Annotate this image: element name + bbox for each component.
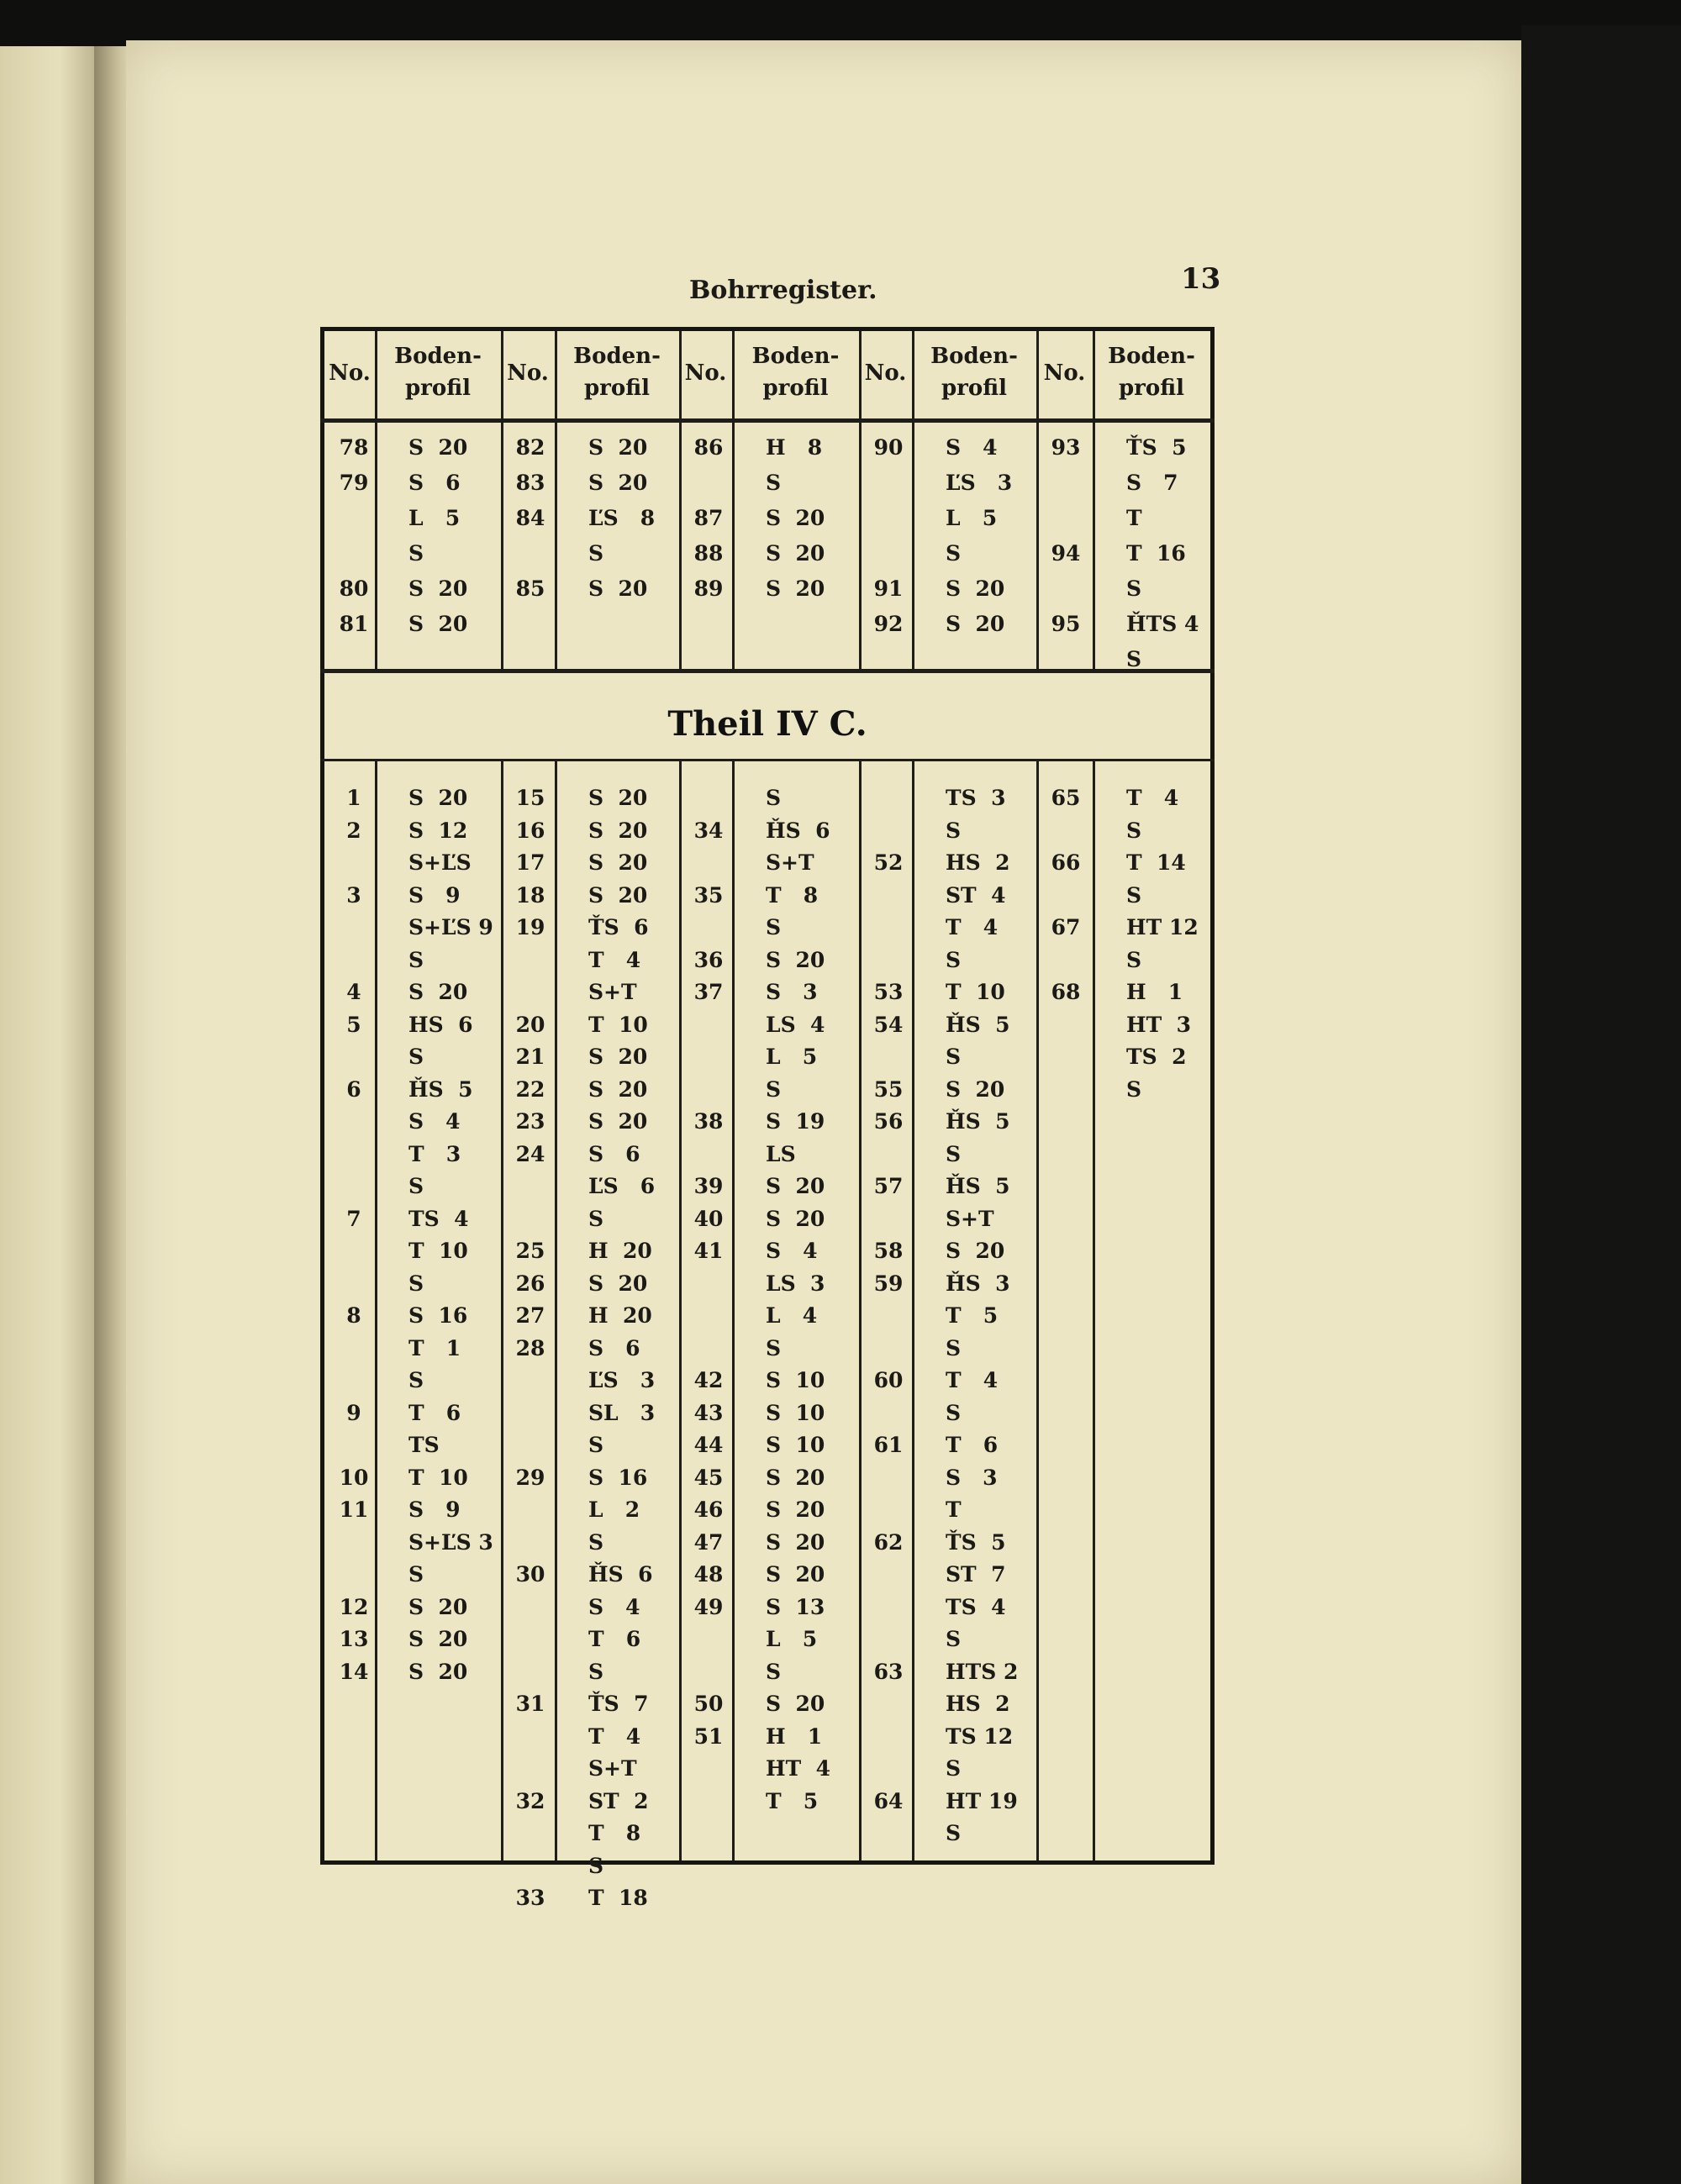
soil-profile-code: ĽS 3: [946, 471, 1013, 495]
soil-profile-code: ȞS 6: [588, 1562, 653, 1587]
row-number: 48: [693, 1562, 724, 1587]
soil-profile-code: S 20: [408, 435, 468, 460]
soil-profile-code: S: [766, 471, 782, 495]
soil-profile-code: T: [1126, 506, 1142, 530]
row-number: 55: [873, 1076, 904, 1102]
row-number: 85: [515, 576, 545, 601]
row-number: 42: [693, 1368, 724, 1392]
row-number: 56: [873, 1109, 904, 1134]
row-number: 11: [339, 1497, 369, 1522]
soil-profile-code: HS 2: [946, 1692, 1010, 1716]
soil-profile-code: S 20: [588, 576, 648, 601]
soil-profile-code: H 20: [588, 1303, 652, 1328]
row-number: 31: [515, 1692, 545, 1716]
row-number: 89: [693, 576, 724, 601]
row-number: 45: [693, 1465, 724, 1490]
soil-profile-code: ŤS 5: [946, 1529, 1006, 1555]
soil-profile-code: HT 3: [1126, 1012, 1192, 1037]
soil-profile-code: S 20: [766, 506, 825, 530]
row-number: 94: [1051, 541, 1081, 566]
soil-profile-code: S 20: [588, 818, 648, 843]
soil-profile-code: S 4: [766, 1239, 818, 1263]
row-number: 35: [693, 882, 724, 908]
soil-profile-code: S 10: [766, 1368, 825, 1392]
row-number: 2: [346, 818, 361, 843]
soil-profile-code: S 20: [408, 1659, 468, 1684]
soil-profile-code: S 20: [766, 1497, 825, 1522]
row-number: 63: [873, 1659, 904, 1684]
column-header-bodenprofil: Boden- profil: [751, 344, 840, 401]
row-number: 62: [873, 1529, 904, 1555]
soil-profile-code: S 20: [588, 1076, 648, 1102]
soil-profile-code: S 20: [588, 1045, 648, 1069]
soil-profile-code: S 20: [588, 1109, 648, 1134]
row-number: 24: [515, 1141, 545, 1166]
row-number: 88: [693, 541, 724, 566]
soil-profile-code: T 5: [766, 1788, 819, 1813]
row-number: 26: [515, 1271, 545, 1296]
soil-profile-code: S: [766, 1076, 782, 1102]
row-number: 58: [873, 1239, 904, 1263]
soil-profile-code: S: [1126, 1076, 1142, 1102]
row-number: 86: [693, 435, 724, 460]
soil-profile-code: S: [588, 1433, 604, 1457]
soil-profile-code: S 20: [766, 576, 825, 601]
soil-profile-code: T 10: [588, 1012, 648, 1037]
soil-profile-code: S 6: [588, 1335, 640, 1360]
row-number: 23: [515, 1109, 545, 1134]
soil-profile-code: H 8: [766, 435, 823, 460]
soil-profile-code: S+T: [766, 850, 814, 875]
soil-profile-code: S: [946, 1141, 962, 1166]
left-page-edge: [0, 46, 99, 2184]
soil-profile-code: ȞS 5: [408, 1076, 473, 1102]
soil-profile-code: L 5: [946, 506, 998, 530]
table-rule: [859, 760, 862, 1860]
soil-profile-code: S: [408, 1271, 424, 1296]
table-rule: [320, 759, 1215, 761]
row-number: 17: [515, 850, 545, 875]
soil-profile-code: ST 4: [946, 882, 1006, 908]
soil-profile-code: S 20: [766, 1206, 825, 1231]
soil-profile-code: L 5: [766, 1045, 818, 1069]
soil-profile-code: T 4: [588, 947, 641, 972]
section-title: Theil IV C.: [667, 704, 867, 744]
row-number: 1: [346, 786, 361, 810]
soil-profile-code: S 16: [588, 1465, 648, 1490]
row-number: 14: [339, 1659, 369, 1684]
soil-profile-code: ST 7: [946, 1562, 1006, 1587]
soil-profile-code: S: [1126, 818, 1142, 843]
soil-profile-code: S: [946, 1400, 962, 1425]
soil-profile-code: S 20: [766, 1529, 825, 1555]
soil-profile-code: HT 19: [946, 1788, 1018, 1813]
soil-profile-code: S: [766, 1659, 782, 1684]
soil-profile-code: S: [408, 1562, 424, 1587]
soil-profile-code: T 4: [588, 1724, 641, 1749]
soil-profile-code: S 20: [766, 1465, 825, 1490]
row-number: 87: [693, 506, 724, 530]
soil-profile-code: T 3: [408, 1141, 461, 1166]
soil-profile-code: S 20: [588, 882, 648, 908]
soil-profile-code: LS 4: [766, 1012, 825, 1037]
row-number: 57: [873, 1174, 904, 1198]
soil-profile-code: S: [946, 947, 962, 972]
row-number: 36: [693, 947, 724, 972]
soil-profile-code: S: [588, 1529, 604, 1555]
row-number: 9: [346, 1400, 361, 1425]
soil-profile-code: ŤS 6: [588, 915, 649, 939]
soil-profile-code: SL 3: [588, 1400, 656, 1425]
soil-profile-code: ȞTS 4: [1126, 612, 1199, 636]
soil-profile-code: ŤS 5: [1126, 435, 1187, 460]
soil-profile-code: S: [766, 915, 782, 939]
soil-profile-code: S 20: [408, 1594, 468, 1619]
column-header-bodenprofil: Boden- profil: [930, 344, 1018, 401]
row-number: 27: [515, 1303, 545, 1328]
soil-profile-code: S 20: [766, 1562, 825, 1587]
soil-profile-code: S+T: [946, 1206, 994, 1231]
soil-profile-code: T 14: [1126, 850, 1186, 875]
soil-profile-code: ŤS 7: [588, 1692, 649, 1716]
soil-profile-code: S 13: [766, 1594, 825, 1619]
soil-profile-code: S 9: [408, 1497, 461, 1522]
row-number: 8: [346, 1303, 361, 1328]
row-number: 52: [873, 850, 904, 875]
soil-profile-code: ST 2: [588, 1788, 649, 1813]
row-number: 43: [693, 1400, 724, 1425]
soil-profile-code: S: [1126, 576, 1142, 601]
soil-profile-code: TS 2: [1126, 1045, 1187, 1069]
soil-profile-code: S 3: [946, 1465, 998, 1490]
row-number: 79: [339, 471, 369, 495]
soil-profile-code: S 6: [588, 1141, 640, 1166]
soil-profile-code: S: [1126, 947, 1142, 972]
soil-profile-code: S 10: [766, 1400, 825, 1425]
soil-profile-code: T 4: [946, 915, 999, 939]
soil-profile-code: S: [946, 541, 962, 566]
soil-profile-code: S 20: [588, 786, 648, 810]
row-number: 53: [873, 980, 904, 1004]
soil-profile-code: T 4: [946, 1368, 999, 1392]
row-number: 13: [339, 1627, 369, 1651]
soil-profile-code: HS 2: [946, 850, 1010, 875]
row-number: 30: [515, 1562, 545, 1587]
soil-profile-code: S: [1126, 647, 1142, 671]
row-number: 25: [515, 1239, 545, 1263]
soil-profile-code: S 16: [408, 1303, 468, 1328]
soil-profile-code: L 2: [588, 1497, 640, 1522]
soil-profile-code: T 5: [946, 1303, 999, 1328]
book-cover-edge: [1521, 25, 1681, 2184]
soil-profile-code: T 8: [766, 882, 819, 908]
soil-profile-code: ĽS 3: [588, 1368, 656, 1392]
soil-profile-code: S: [766, 786, 782, 810]
soil-profile-code: T 10: [946, 980, 1005, 1004]
soil-profile-code: T 8: [588, 1821, 641, 1845]
row-number: 84: [515, 506, 545, 530]
column-header-no: No.: [684, 360, 727, 386]
row-number: 66: [1051, 850, 1081, 875]
soil-profile-code: S+ĽS 9: [408, 915, 493, 939]
soil-profile-code: S 20: [408, 612, 468, 636]
soil-profile-code: L 5: [766, 1627, 818, 1651]
soil-profile-code: S 20: [588, 435, 648, 460]
soil-profile-code: S: [408, 541, 424, 566]
row-number: 33: [515, 1886, 545, 1910]
soil-profile-code: ȞS 5: [946, 1109, 1010, 1134]
soil-profile-code: S 20: [946, 1076, 1005, 1102]
soil-profile-code: ĽS 6: [588, 1174, 656, 1198]
soil-profile-code: HTS 2: [946, 1659, 1019, 1684]
soil-profile-code: S: [946, 1821, 962, 1845]
row-number: 7: [346, 1206, 361, 1231]
soil-profile-code: S 20: [766, 947, 825, 972]
column-header-bodenprofil: Boden- profil: [394, 344, 482, 401]
soil-profile-code: S 3: [766, 980, 818, 1004]
table-rule: [679, 760, 682, 1860]
soil-profile-code: LS 3: [766, 1271, 825, 1296]
soil-profile-code: T 6: [588, 1627, 641, 1651]
soil-profile-code: T 6: [408, 1400, 461, 1425]
row-number: 22: [515, 1076, 545, 1102]
row-number: 46: [693, 1497, 724, 1522]
row-number: 83: [515, 471, 545, 495]
row-number: 16: [515, 818, 545, 843]
column-header-no: No.: [1043, 360, 1086, 386]
soil-profile-code: S: [588, 541, 604, 566]
row-number: 37: [693, 980, 724, 1004]
soil-profile-code: S 4: [946, 435, 998, 460]
row-number: 82: [515, 435, 545, 460]
soil-profile-code: S 20: [946, 576, 1005, 601]
soil-profile-code: S 20: [766, 541, 825, 566]
soil-profile-code: S 19: [766, 1109, 825, 1134]
soil-profile-code: S 20: [588, 1271, 648, 1296]
soil-profile-code: S 20: [408, 786, 468, 810]
page-number: 13: [1181, 262, 1221, 296]
soil-profile-code: S 20: [766, 1692, 825, 1716]
row-number: 47: [693, 1529, 724, 1555]
soil-profile-code: H 1: [766, 1724, 823, 1749]
soil-profile-code: S 20: [766, 1174, 825, 1198]
soil-profile-code: S 9: [408, 882, 461, 908]
row-number: 78: [339, 435, 369, 460]
soil-profile-code: S: [588, 1206, 604, 1231]
column-header-no: No.: [864, 360, 907, 386]
row-number: 5: [346, 1012, 361, 1037]
row-number: 3: [346, 882, 361, 908]
soil-profile-code: TS 3: [946, 786, 1006, 810]
table-rule: [1093, 760, 1095, 1860]
soil-profile-code: L 5: [408, 506, 461, 530]
soil-profile-code: LS: [766, 1141, 796, 1166]
soil-profile-code: S: [588, 1659, 604, 1684]
soil-profile-code: H 1: [1126, 980, 1183, 1004]
row-number: 54: [873, 1012, 904, 1037]
row-number: 51: [693, 1724, 724, 1749]
column-header-bodenprofil: Boden- profil: [573, 344, 661, 401]
soil-profile-code: ȞS 5: [946, 1012, 1010, 1037]
row-number: 60: [873, 1368, 904, 1392]
soil-profile-code: T 16: [1126, 541, 1186, 566]
soil-profile-code: TS: [408, 1433, 440, 1457]
soil-profile-code: S+ĽS 3: [408, 1529, 493, 1555]
row-number: 21: [515, 1045, 545, 1069]
soil-profile-code: S: [408, 1045, 424, 1069]
row-number: 40: [693, 1206, 724, 1231]
soil-profile-code: L 4: [766, 1303, 818, 1328]
row-number: 20: [515, 1012, 545, 1037]
row-number: 39: [693, 1174, 724, 1198]
row-number: 6: [346, 1076, 361, 1102]
row-number: 28: [515, 1335, 545, 1360]
soil-profile-code: T 1: [408, 1335, 461, 1360]
soil-profile-code: S: [1126, 882, 1142, 908]
table-rule: [501, 760, 503, 1860]
soil-profile-code: T 6: [946, 1433, 999, 1457]
row-number: 67: [1051, 915, 1081, 939]
row-number: 91: [873, 576, 904, 601]
soil-profile-code: S+T: [588, 1756, 637, 1781]
row-number: 38: [693, 1109, 724, 1134]
soil-profile-code: S: [588, 1853, 604, 1878]
soil-profile-code: ȞS 6: [766, 818, 830, 843]
row-number: 93: [1051, 435, 1081, 460]
soil-profile-code: ĽS 8: [588, 506, 656, 530]
row-number: 41: [693, 1239, 724, 1263]
soil-profile-code: TS 4: [408, 1206, 469, 1231]
row-number: 15: [515, 786, 545, 810]
row-number: 59: [873, 1271, 904, 1296]
soil-profile-code: S+T: [588, 980, 637, 1004]
soil-profile-code: HT 12: [1126, 915, 1199, 939]
row-number: 80: [339, 576, 369, 601]
row-number: 4: [346, 980, 361, 1004]
soil-profile-code: S 20: [588, 850, 648, 875]
row-number: 18: [515, 882, 545, 908]
soil-profile-code: S: [408, 1174, 424, 1198]
soil-profile-code: S 20: [946, 1239, 1005, 1263]
soil-profile-code: S 12: [408, 818, 468, 843]
row-number: 29: [515, 1465, 545, 1490]
column-header-bodenprofil: Boden- profil: [1108, 344, 1195, 401]
column-header-no: No.: [507, 360, 549, 386]
row-number: 64: [873, 1788, 904, 1813]
soil-profile-code: S 10: [766, 1433, 825, 1457]
soil-profile-code: S 20: [946, 612, 1005, 636]
row-number: 49: [693, 1594, 724, 1619]
soil-profile-code: S 20: [588, 471, 648, 495]
table-rule: [320, 669, 1215, 673]
row-number: 90: [873, 435, 904, 460]
soil-profile-code: S: [408, 1368, 424, 1392]
soil-profile-code: S: [946, 1627, 962, 1651]
soil-profile-code: S 6: [408, 471, 461, 495]
soil-profile-code: HS 6: [408, 1012, 473, 1037]
soil-profile-code: HT 4: [766, 1756, 831, 1781]
soil-profile-code: TS 12: [946, 1724, 1014, 1749]
row-number: 12: [339, 1594, 369, 1619]
soil-profile-code: T 10: [408, 1239, 468, 1263]
soil-profile-code: S: [946, 818, 962, 843]
row-number: 10: [339, 1465, 369, 1490]
row-number: 50: [693, 1692, 724, 1716]
row-number: 32: [515, 1788, 545, 1813]
row-number: 61: [873, 1433, 904, 1457]
soil-profile-code: ȞS 3: [946, 1271, 1010, 1296]
row-number: 95: [1051, 612, 1081, 636]
soil-profile-code: S: [766, 1335, 782, 1360]
soil-profile-code: ȞS 5: [946, 1174, 1010, 1198]
soil-profile-code: S: [946, 1335, 962, 1360]
soil-profile-code: T 4: [1126, 786, 1179, 810]
page-header-title: Bohrregister.: [689, 276, 877, 305]
table-rule: [1036, 760, 1039, 1860]
soil-profile-code: H 20: [588, 1239, 652, 1263]
soil-profile-code: TS 4: [946, 1594, 1006, 1619]
column-header-no: No.: [329, 360, 371, 386]
table-rule: [320, 418, 1215, 423]
row-number: 68: [1051, 980, 1081, 1004]
soil-profile-code: S: [408, 947, 424, 972]
row-number: 34: [693, 818, 724, 843]
soil-profile-code: S: [946, 1756, 962, 1781]
soil-profile-code: T 18: [588, 1886, 648, 1910]
row-number: 81: [339, 612, 369, 636]
row-number: 65: [1051, 786, 1081, 810]
soil-profile-code: S 20: [408, 1627, 468, 1651]
row-number: 44: [693, 1433, 724, 1457]
row-number: 92: [873, 612, 904, 636]
row-number: 19: [515, 915, 545, 939]
soil-profile-code: S+ĽS: [408, 850, 472, 875]
soil-profile-code: S: [946, 1045, 962, 1069]
soil-profile-code: S 4: [408, 1109, 461, 1134]
soil-profile-code: S 7: [1126, 471, 1178, 495]
soil-profile-code: S 20: [408, 576, 468, 601]
soil-profile-code: S 20: [408, 980, 468, 1004]
soil-profile-code: T: [946, 1497, 962, 1522]
soil-profile-code: S 4: [588, 1594, 640, 1619]
table-rule: [912, 760, 914, 1860]
soil-profile-code: T 10: [408, 1465, 468, 1490]
